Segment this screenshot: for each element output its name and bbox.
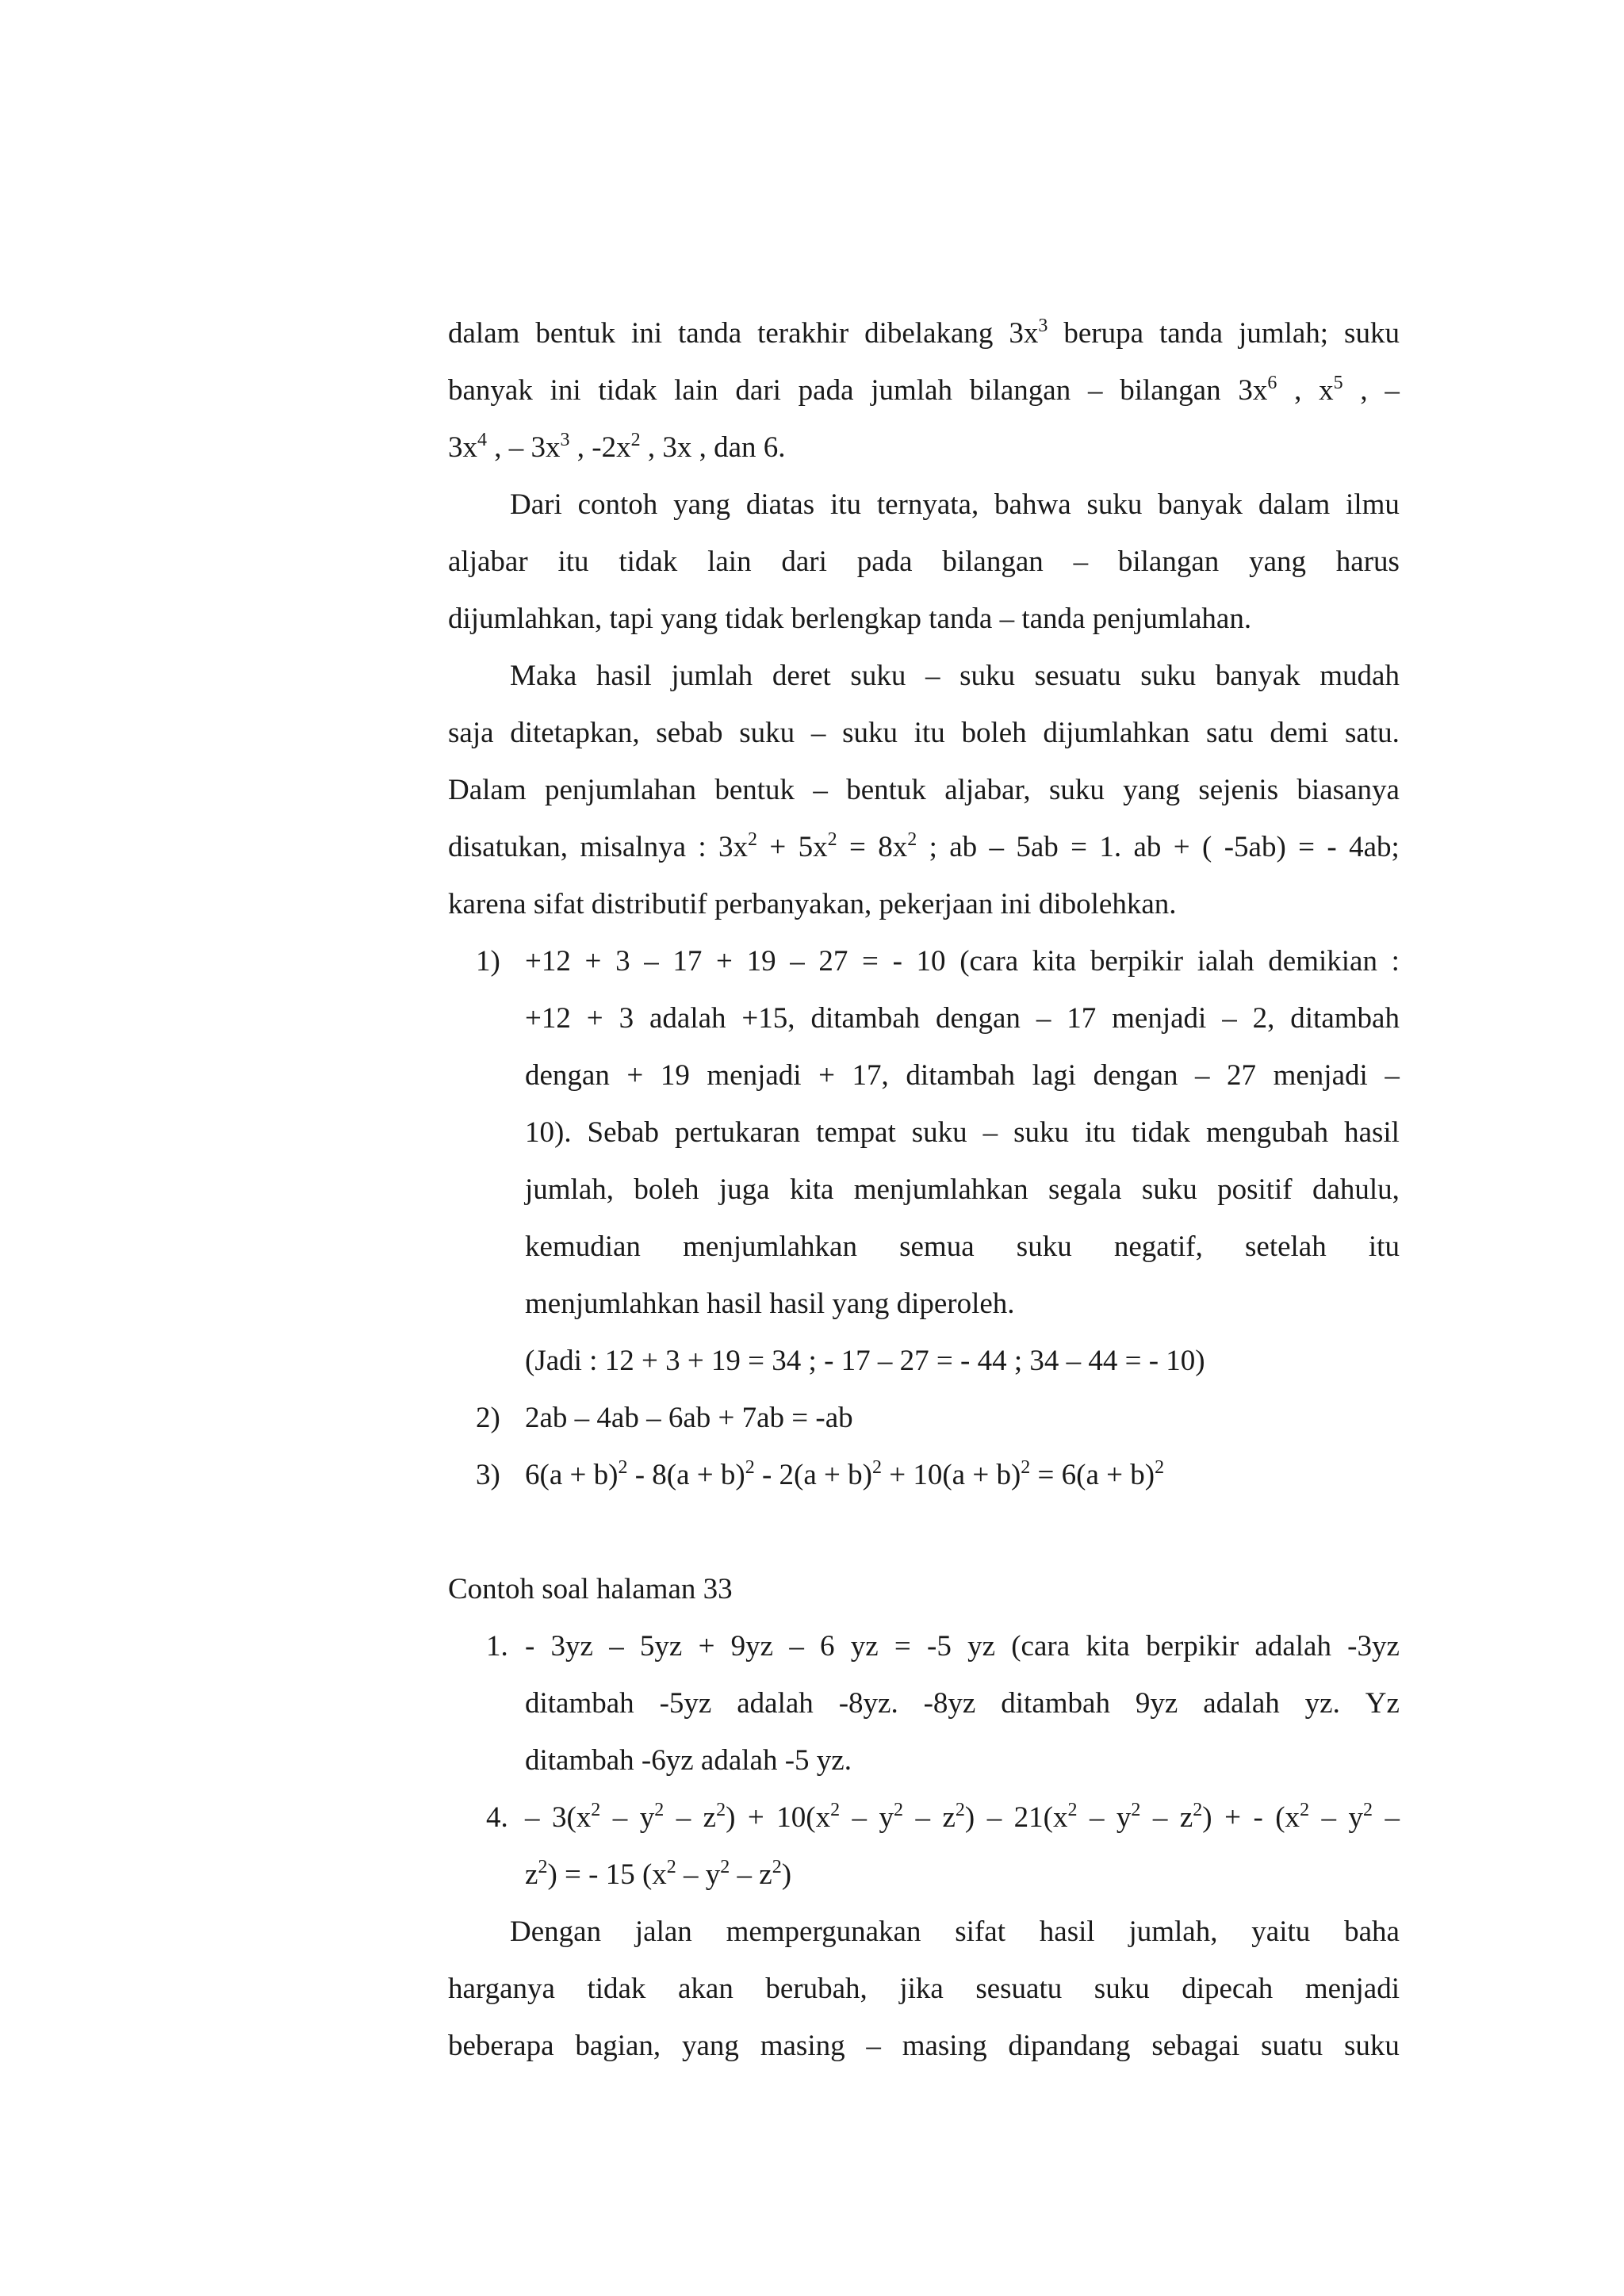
- list2-item-1-line-1: - 3yz – 5yz + 9yz – 6 yz = -5 yz (cara kita berpikir adalah -3yz: [525, 1630, 1400, 1663]
- document-page: [448, 305, 1400, 2075]
- intro-line-1: dalam bentuk ini tanda terakhir dibelakang $3x^3$ berupa tanda jumlah; suku: [448, 316, 1400, 350]
- para3-line-2: harganya tidak akan berubah, jika sesuatu suku dipecah menjadi: [448, 1973, 1400, 2005]
- list1-item-1-line-8: (Jadi : 12 + 3 + 19 = 34 ; - 17 – 27 = - 44 ; 34 – 44 = - 10): [525, 1345, 1205, 1377]
- para2-line-1: Maka hasil jumlah deret suku – suku sesuatu suku banyak mudah: [510, 660, 1400, 692]
- list-number: 4.: [486, 1801, 508, 1834]
- list-number: 1.: [486, 1630, 508, 1663]
- para3-line-1: Dengan jalan mempergunakan sifat hasil jumlah, yaitu baha: [510, 1915, 1400, 1948]
- list1-item-1: [448, 933, 1400, 1390]
- list-number: 2): [476, 1402, 500, 1434]
- list1-item-1-line-6: kemudian menjumlahkan semua suku negatif, setelah itu: [525, 1230, 1400, 1263]
- list1-item-1-line-7: menjumlahkan hasil hasil yang diperoleh.: [525, 1288, 1015, 1320]
- section-heading: Contoh soal halaman 33: [448, 1573, 733, 1605]
- para1-line-2: aljabar itu tidak lain dari pada bilangan – bilangan yang harus: [448, 545, 1400, 578]
- list1-item-3-line-1: $6(a + b)^2 - 8(a + b)^2 - 2(a + b)^2 + 10(a + b)^2 = 6(a + b)^2$: [525, 1457, 1165, 1491]
- para2-line-3: Dalam penjumlahan bentuk – bentuk aljabar, suku yang sejenis biasanya: [448, 774, 1400, 806]
- list1-item-1-line-3: dengan + 19 menjadi + 17, ditambah lagi dengan – 27 menjadi –: [525, 1059, 1400, 1092]
- list-number: 3): [476, 1459, 500, 1491]
- intro-line-3: $3x^4$ , – $3x^3$ , $-2x^2$ , 3x , dan 6.: [448, 430, 786, 464]
- list2-item-1-line-3: ditambah -6yz adalah -5 yz.: [525, 1744, 852, 1777]
- list1-item-1-line-4: 10). Sebab pertukaran tempat suku – suku itu tidak mengubah hasil: [525, 1116, 1400, 1149]
- list1-item-1-line-2: +12 + 3 adalah +15, ditambah dengan – 17 menjadi – 2, ditambah: [525, 1002, 1400, 1035]
- para1-line-1: Dari contoh yang diatas itu ternyata, bahwa suku banyak dalam ilmu: [510, 488, 1400, 521]
- para3-line-3: beberapa bagian, yang masing – masing dipandang sebagai suatu suku: [448, 2030, 1400, 2062]
- para2-line-2: saja ditetapkan, sebab suku – suku itu boleh dijumlahkan satu demi satu.: [448, 717, 1400, 749]
- list1-item-1-line-5: jumlah, boleh juga kita menjumlahkan segala suku positif dahulu,: [525, 1173, 1400, 1206]
- list-number: 1): [476, 945, 500, 978]
- list2-item-4: [448, 1789, 1400, 1904]
- para2-line-5: karena sifat distributif perbanyakan, pekerjaan ini dibolehkan.: [448, 888, 1177, 920]
- list1-item-1-line-1: +12 + 3 – 17 + 19 – 27 = - 10 (cara kita berpikir ialah demikian :: [525, 945, 1400, 978]
- list1-item-3: [448, 1447, 1400, 1504]
- list2-item-1-line-2: ditambah -5yz adalah -8yz. -8yz ditambah 9yz adalah yz. Yz: [525, 1687, 1400, 1720]
- list1-item-2: [448, 1390, 1400, 1447]
- list2-item-1: [448, 1618, 1400, 1789]
- para1-line-3: dijumlahkan, tapi yang tidak berlengkap tanda – tanda penjumlahan.: [448, 603, 1252, 635]
- list2-item-4-line-1: – $3(x^2$ – $y^2$ – $z^2$) + $10(x^2$ – $y^2$ – $z^2$) – $21(x^2$ – $y^2$ – $z^2$) + - ($x^2$ – $y^2$ –: [525, 1800, 1400, 1834]
- list2-item-4-line-2: $z^2$) = - 15 $(x^2 - y^2 - z^2)$: [525, 1857, 792, 1891]
- para2-line-4: disatukan, misalnya : $3x^2$ + $5x^2$ = $8x^2$ ; ab – 5ab = 1. ab + ( -5ab) = - 4ab;: [448, 829, 1400, 863]
- list1-item-2-line-1: 2ab – 4ab – 6ab + 7ab = -ab: [525, 1402, 853, 1434]
- intro-line-2: banyak ini tidak lain dari pada jumlah bilangan – bilangan $3x^6$ , $x^5$ , –: [448, 373, 1400, 407]
- spacer: [448, 1504, 1400, 1561]
